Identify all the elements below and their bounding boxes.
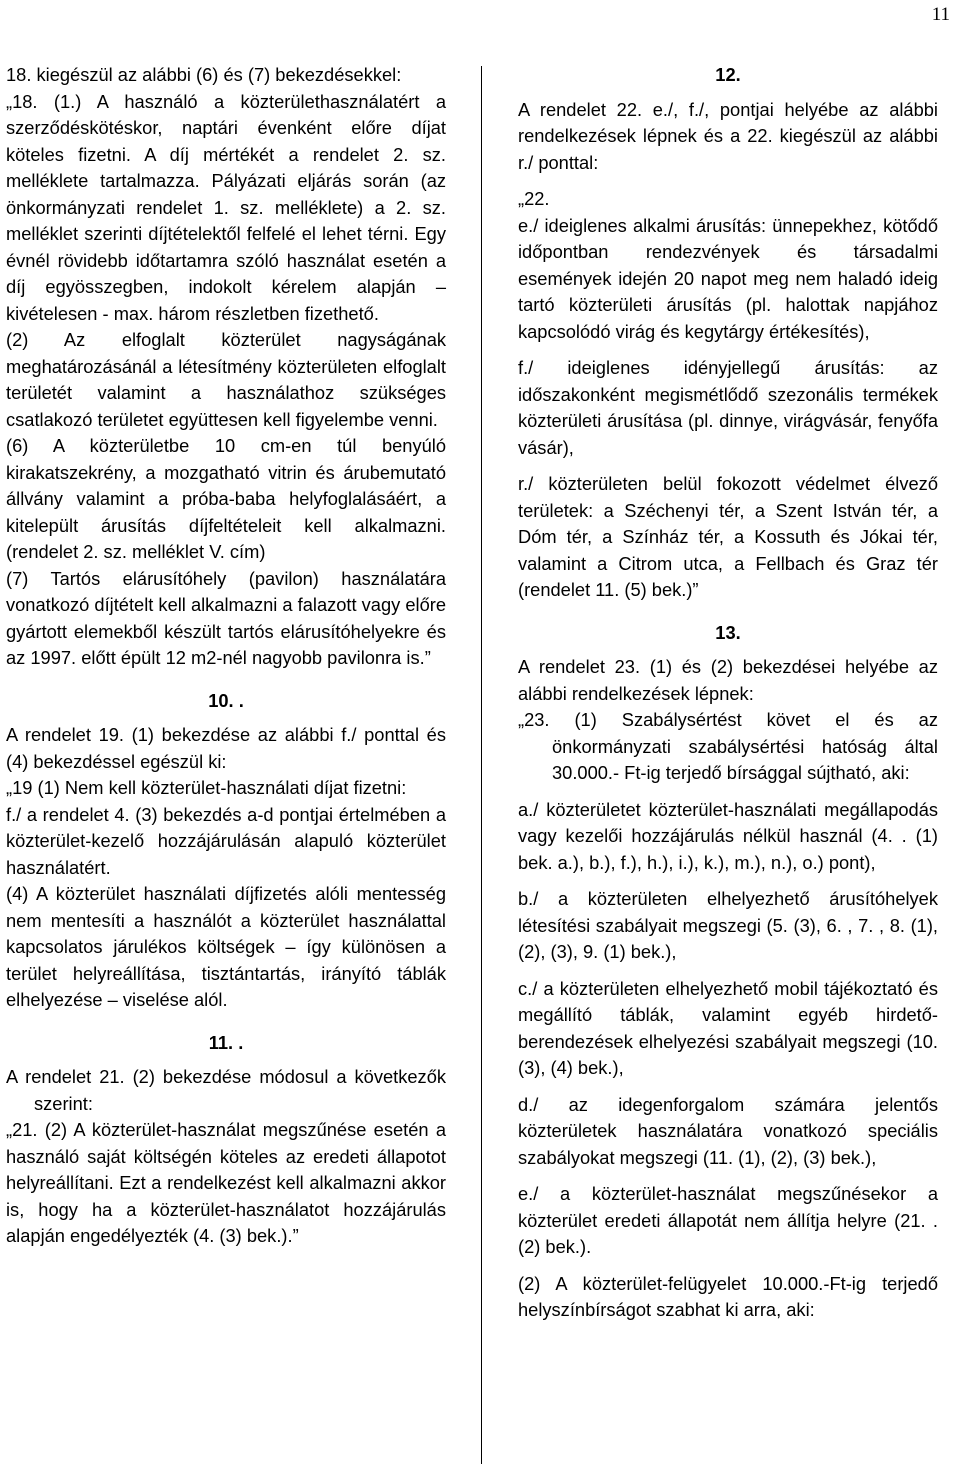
right-column xyxy=(518,62,938,1324)
right-paragraph: b./ a közterületen elhelyezhető árusítóhelyek létesítési szabályait megszegi (5. (3), 6. , 7. , 8. (1), (2), (3), 9. (1) bek.), xyxy=(518,888,938,962)
section-heading-13: 13. xyxy=(715,621,741,643)
right-paragraph: r./ közterületen belül fokozott védelmet élvező területek: a Széchenyi tér, a Szent István tér, a Dóm tér, a Színház tér, a Kossuth és Jókai tér, valamint a Citrom utca, a Fellbach és Graz tér (rendelet 11. (5) bek.)” xyxy=(518,473,938,600)
left-paragraph: (7) Tartós elárusítóhely (pavilon) használatára vonatkozó díjtételt kell alkalmazni a falazott vagy előre gyártott elemekből készült tartós elárusítóhelyekre és az 1997. előtt épült 12 m2-nél nagyobb pavilonra is.” xyxy=(6,567,446,668)
right-paragraph: A rendelet 23. (1) és (2) bekezdései helyébe az alábbi rendelkezések lépnek: xyxy=(518,656,938,704)
section-heading-10: 10. . xyxy=(208,689,244,711)
right-paragraph: f./ ideiglenes idényjellegű árusítás: az időszakonként megismétlődő szezonális termékek közterületi árusítása (pl. dinnye, virágvásár, fenyőfa vásár), xyxy=(518,357,938,458)
left-paragraph: (4) A közterület használati díjfizetés alóli mentesség nem mentesíti a használót a közterület használattal kapcsolatos járulékos költségek – így különösen a terület helyreállítása, tisztántartás, irányító táblák elhelyezése – viselése alól. xyxy=(6,883,446,1010)
left-quote: „21. (2) A közterület-használat megszűnése esetén a használó saját költségén köteles az eredeti állapotot helyreállítani. Ezt a rendelkezést kell alkalmazni akkor is, hogy ha a közterület-használatot hozzájárulás alapján engedélyezték (4. (3) bek.).” xyxy=(6,1119,446,1246)
left-paragraph: f./ a rendelet 4. (3) bekezdés a-d pontjai értelmében a közterület-kezelő hozzájárulásán alapuló közterület használatért. xyxy=(6,803,446,878)
right-paragraph: „22. xyxy=(518,188,550,209)
left-hanging-paragraph: A rendelet 21. (2) bekezdése módosul a következők szerint: xyxy=(6,1066,446,1114)
right-paragraph: A rendelet 22. e./, f./, pontjai helyébe az alábbi rendelkezések lépnek és a 22. kiegészül az alábbi r./ ponttal: xyxy=(518,98,938,173)
column-divider xyxy=(481,66,482,1464)
section-heading-12: 12. xyxy=(715,64,741,85)
left-column xyxy=(6,62,446,1250)
left-quote: „19 (1) Nem kell közterület-használati díjat fizetni: xyxy=(6,777,407,798)
right-quote: „23. (1) Szabálysértést követ el és az önkormányzati szabálysértési hatóság által 30.000.- Ft-ig terjedő bírsággal sújtható, aki: xyxy=(518,709,938,783)
left-paragraph: (6) A közterületbe 10 cm-en túl benyúló kirakatszekrény, a mozgatható vitrin és árubemutató állvány valamint a próba-baba helyfoglalásáért, a kitelepült árusítás díjfeltételeit kell alkalmazni. (rendelet 2. sz. melléklet V. cím) xyxy=(6,435,446,562)
right-paragraph: e./ ideiglenes alkalmi árusítás: ünnepekhez, kötődő időpontban rendezvények és társadalmi események idején 20 napot meg nem haladó ideig tartó közterületi árusítás (pl. halottak napjához kapcsolódó virág és kegytárgy értékesítés), xyxy=(518,214,938,342)
section-heading-11: 11. . xyxy=(208,1031,244,1053)
right-paragraph: a./ közterületet közterület-használati megállapodás vagy kezelői hozzájárulás nélkül használ (4. . (1) bek. a.), b.), f.), h.), i.), k.), m.), n.), o.) pont), xyxy=(518,798,938,873)
right-paragraph: c./ a közterületen elhelyezhető mobil tájékoztató és megállító táblák, valamint egyéb hirdető-berendezések elhelyezési szabályait megszegi (10. (3), (4) bek.), xyxy=(518,977,938,1078)
left-paragraph: „18. (1.) A használó a közterülethasználatért a szerződéskötéskor, naptári évenként előre díjat köteles fizetni. A díj mértékét a rendelet 2. sz. melléklete tartalmazza. Pályázati eljárás során (az önkormányzati rendelet 1. sz. melléklete) a 2. sz. melléklet szerinti díjtételektől felfelé el lehet térni. Egy évnél rövidebb időtartamra szóló használat esetén a díj egyösszegben, indokolt kérelem alapján – kivételesen - max. három részletben fizethető. xyxy=(6,90,446,324)
left-paragraph: 18. kiegészül az alábbi (6) és (7) bekezdésekkel: xyxy=(6,64,402,85)
page-number: 11 xyxy=(931,4,950,25)
left-paragraph: A rendelet 19. (1) bekezdése az alábbi f./ ponttal és (4) bekezdéssel egészül ki: xyxy=(6,724,446,772)
right-paragraph: (2) A közterület-felügyelet 10.000.-Ft-ig terjedő helyszínbírságot szabhat ki arra, aki: xyxy=(518,1272,938,1320)
right-paragraph: d./ az idegenforgalom számára jelentős közterületek használatára vonatkozó speciális szabályokat megszegi (11. (1), (2), (3) bek.), xyxy=(518,1093,938,1168)
right-paragraph: e./ a közterület-használat megszűnésekor a közterület eredeti állapotát nem állítja helyre (21. . (2) bek.). xyxy=(518,1183,938,1257)
left-paragraph: (2) Az elfoglalt közterület nagyságának meghatározásánál a létesítmény közterületen elfoglalt területét valamint a használathoz szükséges csatlakozó területet együttesen kell figyelembe venni. xyxy=(6,329,446,430)
